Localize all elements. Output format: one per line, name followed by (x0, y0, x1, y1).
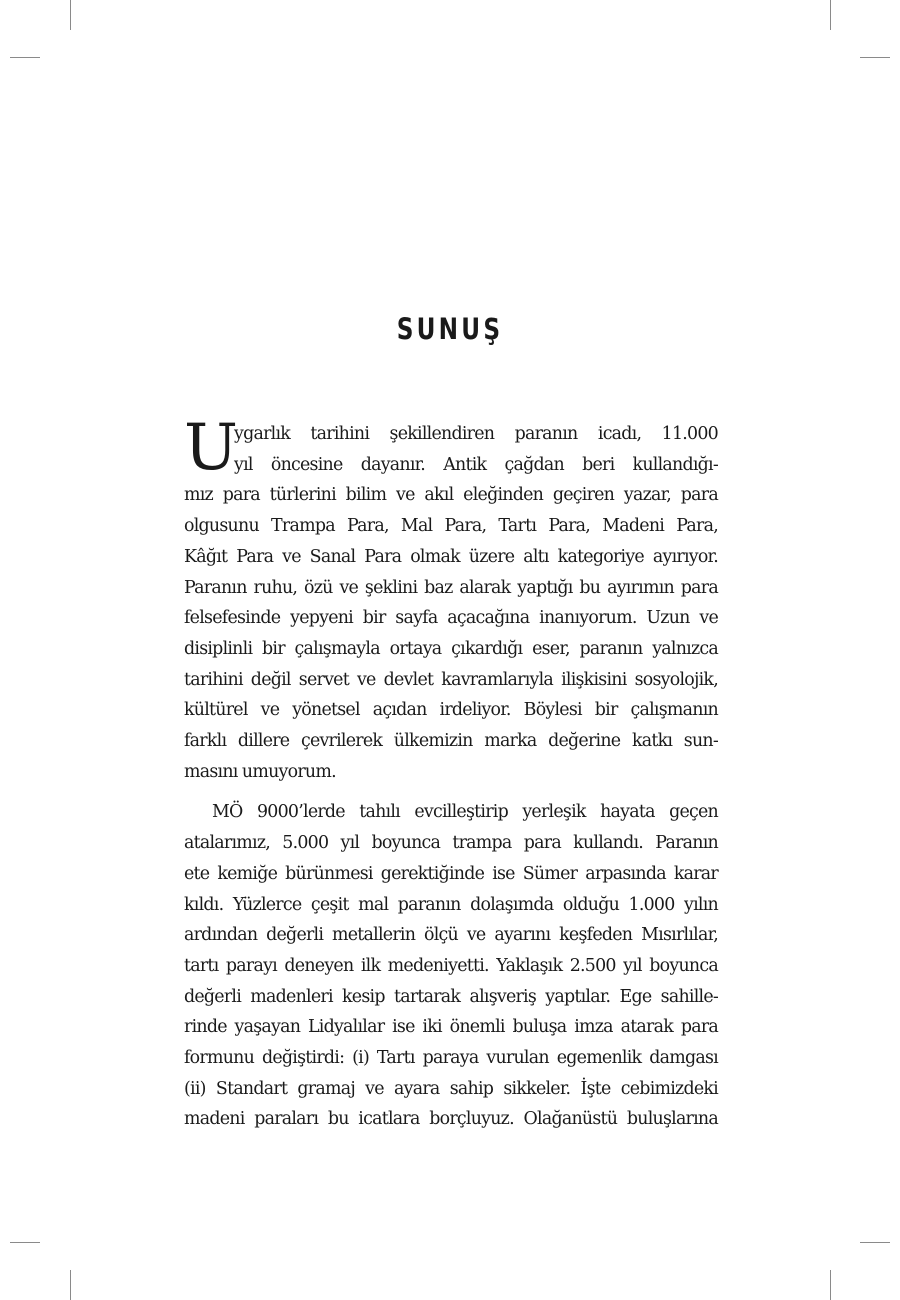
text-line: olgusunu Trampa Para, Mal Para, Tartı Para, Madeni Para, (184, 516, 718, 537)
text-line: rinde yaşayan Lidyalılar ise iki önemli buluşa imza atarak para (184, 1017, 718, 1038)
text-line: MÖ 9000’lerde tahılı evcilleştirip yerleşik hayata geçen (212, 802, 718, 823)
text-line: Paranın ruhu, özü ve şeklini baz alarak yaptığı bu ayırımın para (184, 577, 718, 598)
text-line: atalarımız, 5.000 yıl boyunca trampa para kullandı. Paranın (184, 833, 718, 854)
text-line: kültürel ve yönetsel açıdan irdeliyor. Böylesi bir çalışmanın (184, 700, 718, 721)
text-line: Kâğıt Para ve Sanal Para olmak üzere altı kategoriye ayırıyor. (184, 546, 718, 567)
text-line: masını umuyorum. (184, 761, 336, 782)
crop-mark-top-left (70, 0, 71, 30)
body-text (184, 411, 718, 1135)
crop-mark-top-right (830, 0, 831, 30)
crop-mark-bottom-left (70, 1270, 71, 1300)
text-line: değerli madenleri kesip tartarak alışveriş yaptılar. Ege sahille- (184, 986, 718, 1007)
text-line: ygarlık tarihini şekillendiren paranın icadı, 11.000 (234, 424, 718, 444)
text-line: (ii) Standart gramaj ve ayara sahip sikkeler. İşte cebimizdeki (184, 1078, 718, 1099)
text-line: tartı parayı deneyen ilk medeniyetti. Yaklaşık 2.500 yıl boyunca (184, 955, 718, 976)
text-line: yıl öncesine dayanır. Antik çağdan beri kullandığı- (234, 454, 718, 475)
text-line: farklı dillere çevrilerek ülkemizin marka değerine katkı sun- (184, 731, 718, 752)
page-title: SUNUŞ (396, 312, 504, 346)
text-line: felsefesinde yepyeni bir sayfa açacağına inanıyorum. Uzun ve (184, 608, 718, 629)
text-line: ete kemiğe bürünmesi gerektiğinde ise Sümer arpasında karar (184, 863, 718, 884)
crop-mark-left-bottom (10, 1242, 40, 1243)
text-line: ardından değerli metallerin ölçü ve ayarını keşfeden Mısırlılar, (184, 925, 718, 946)
text-line: mız para türlerini bilim ve akıl eleğinden geçiren yazar, para (184, 485, 718, 506)
text-line: kıldı. Yüzlerce çeşit mal paranın dolaşımda olduğu 1.000 yılın (184, 894, 718, 915)
paragraph-2 (184, 797, 718, 1135)
crop-mark-left-top (10, 57, 40, 58)
crop-mark-right-bottom (860, 1242, 890, 1243)
crop-mark-right-top (860, 57, 890, 58)
text-line: madeni paraları bu icatlara borçluyuz. Olağanüstü buluşlarına (184, 1109, 718, 1130)
text-line: disiplinli bir çalışmayla ortaya çıkardığı eser, paranın yalnızca (184, 638, 718, 659)
text-line: formunu değiştirdi: (i) Tartı paraya vurulan egemenlik damgası (184, 1048, 718, 1069)
crop-mark-bottom-right (830, 1270, 831, 1300)
text-line: tarihini değil servet ve devlet kavramlarıyla ilişkisini sosyolojik, (184, 669, 718, 690)
paragraph-1 (184, 411, 718, 787)
drop-cap: U (184, 411, 238, 485)
